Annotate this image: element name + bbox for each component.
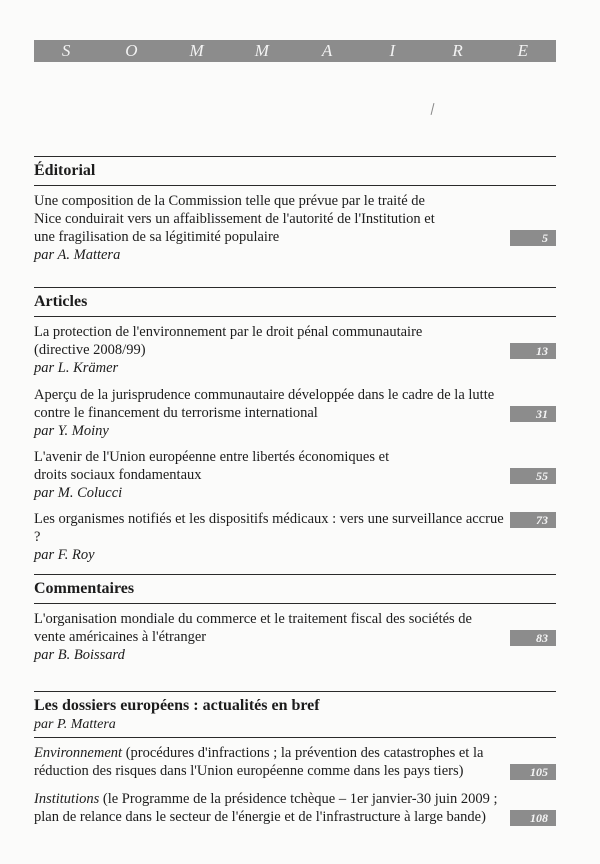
section-rule xyxy=(34,737,556,738)
entry-author: par A. Mattera xyxy=(34,247,121,263)
toc-entry[interactable] xyxy=(34,510,556,564)
entry-topic: Institutions xyxy=(34,791,100,807)
section-heading: Articles xyxy=(34,293,88,310)
page-number-badge[interactable]: 105 xyxy=(510,764,556,780)
toc-entry[interactable] xyxy=(34,323,556,377)
entry-detail: (procédures d'infractions ; la prévention des catastrophes et la réduction des risques dans l'Union européenne comme dans les pays tiers) xyxy=(34,745,484,779)
section-heading: Éditorial xyxy=(34,162,96,179)
banner-letter: R xyxy=(452,41,464,60)
entry-title xyxy=(34,790,504,826)
entry-title: Les organismes notifiés et les dispositifs médicaux : vers une surveillance accrue ? xyxy=(34,511,504,545)
entry-author: par L. Krämer xyxy=(34,360,119,376)
banner-letter: M xyxy=(254,41,270,60)
page-number-badge[interactable]: 13 xyxy=(510,343,556,359)
section-heading: Les dossiers européens : actualités en bref xyxy=(34,697,320,714)
section-rule xyxy=(34,185,556,186)
banner-letter: M xyxy=(189,41,205,60)
page-number-badge[interactable]: 73 xyxy=(510,512,556,528)
section-rule xyxy=(34,603,556,604)
section-editorial xyxy=(34,156,556,264)
entry-author: par B. Boissard xyxy=(34,647,125,663)
toc-entry[interactable] xyxy=(34,448,556,502)
section-heading: Commentaires xyxy=(34,580,135,597)
entry-title: Aperçu de la jurisprudence communautaire développée dans le cadre de la lutte contre le financement du terrorisme international xyxy=(34,387,495,421)
entry-title: L'organisation mondiale du commerce et le traitement fiscal des sociétés de vente américaines à l'étranger xyxy=(34,611,472,645)
section-rule xyxy=(34,316,556,317)
banner-letter: A xyxy=(321,41,334,60)
entry-title: L'avenir de l'Union européenne entre libertés économiques et droits sociaux fondamentaux xyxy=(34,449,390,483)
entry-author: par F. Roy xyxy=(34,547,95,563)
section-commentaires xyxy=(34,574,556,664)
entry-author: par Y. Moiny xyxy=(34,423,109,439)
page-number-badge[interactable]: 31 xyxy=(510,406,556,422)
entry-title: Une composition de la Commission telle que prévue par le traité de Nice conduirait vers un affaiblissement de l'autorité de l'Institution et une fragilisation de sa légitimité populaire xyxy=(34,193,435,245)
toc-entry[interactable] xyxy=(34,386,556,440)
entry-title: La protection de l'environnement par le droit pénal communautaire (directive 2008/99) xyxy=(34,324,423,358)
banner-letter: E xyxy=(517,41,530,60)
entry-detail: (le Programme de la présidence tchèque – 1er janvier-30 juin 2009 ; plan de relance dans le secteur de l'énergie et de l'infrastructure à large bande) xyxy=(34,791,498,825)
sommaire-banner xyxy=(34,40,556,62)
toc-entry[interactable] xyxy=(34,192,556,264)
banner-letter: S xyxy=(61,41,72,60)
toc-entry[interactable] xyxy=(34,790,556,826)
page-number-badge[interactable]: 5 xyxy=(510,230,556,246)
banner-letter: O xyxy=(125,41,139,60)
section-articles xyxy=(34,287,556,564)
entry-author: par M. Colucci xyxy=(34,485,123,501)
entry-topic: Environnement xyxy=(34,745,123,761)
toc-entry[interactable] xyxy=(34,744,556,780)
section-author: par P. Mattera xyxy=(34,717,116,732)
section-dossiers xyxy=(34,691,556,826)
page-number-badge[interactable]: 55 xyxy=(510,468,556,484)
banner-letter: I xyxy=(389,41,397,60)
page-number-badge[interactable]: 108 xyxy=(510,810,556,826)
stray-mark xyxy=(431,103,435,115)
toc-entry[interactable] xyxy=(34,610,556,664)
entry-title xyxy=(34,744,504,780)
page-number-badge[interactable]: 83 xyxy=(510,630,556,646)
